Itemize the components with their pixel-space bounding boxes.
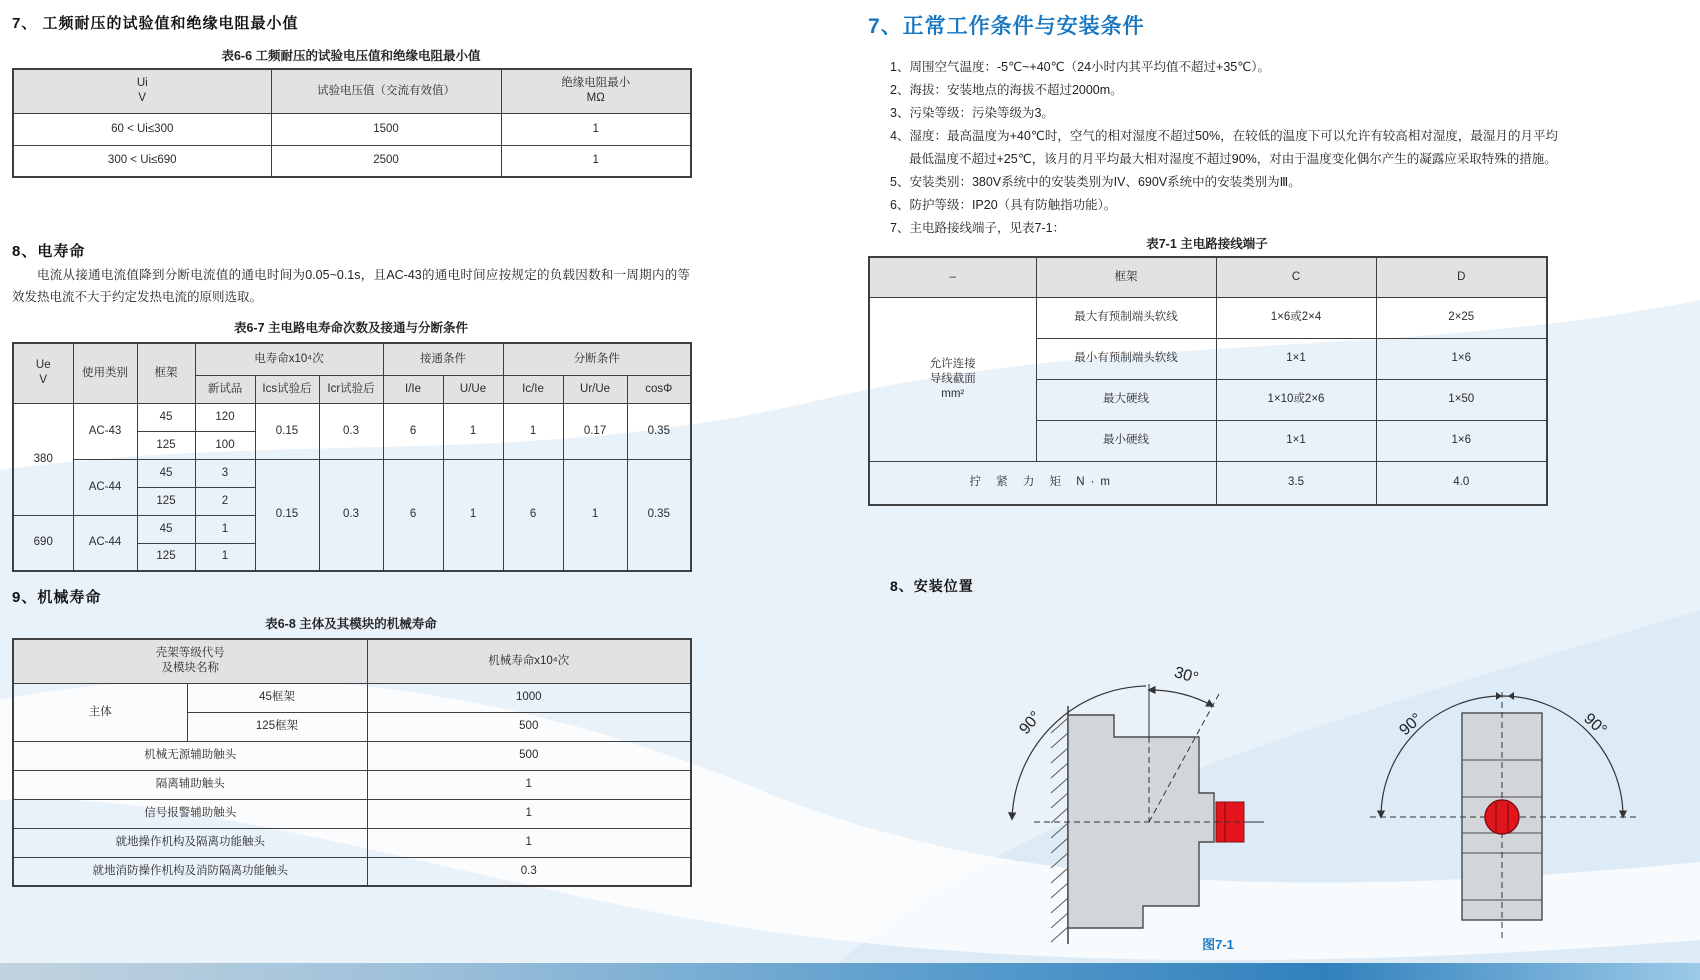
table-row	[13, 459, 691, 487]
cell: 1500	[271, 113, 501, 145]
cell: 0.35	[627, 403, 691, 459]
table-row	[13, 69, 691, 113]
list-item: 3、污染等级：污染等级为3。	[890, 106, 1054, 120]
cell: 500	[367, 712, 691, 741]
cell: AC-44	[73, 459, 137, 515]
cell: 就地操作机构及隔离功能触头	[13, 828, 367, 857]
cell: 6	[503, 459, 563, 571]
cell: 0.15	[255, 403, 319, 459]
cell: 380	[13, 403, 73, 515]
angle-90-side-label: 90°	[1016, 708, 1045, 738]
table-row	[13, 113, 691, 145]
cell: 2500	[271, 145, 501, 177]
col-header-insulation: 绝缘电阻最小	[561, 77, 631, 90]
col-header-new-sample: 新试品	[195, 375, 255, 403]
cell: 6	[383, 459, 443, 571]
list-item: 2、海拔：安装地点的海拔不超过2000m。	[890, 83, 1123, 97]
table-row	[13, 857, 691, 886]
table-row	[869, 461, 1547, 505]
cell: 2	[195, 487, 255, 515]
arc-top-tick-right	[1508, 692, 1514, 700]
table-row	[13, 770, 691, 799]
figure-label: 图7-1	[1202, 937, 1234, 952]
cell: 1	[367, 799, 691, 828]
col-header-frame: 框架	[1036, 257, 1216, 297]
cell: 1	[563, 459, 627, 571]
span-label-line2: 导线截面	[929, 372, 976, 385]
cell: 1	[503, 403, 563, 459]
figure-7-1-drawings	[930, 620, 1680, 960]
cell: 1	[367, 770, 691, 799]
col-header-icie: Ic/Ie	[503, 375, 563, 403]
col-header-test-voltage: 试验电压值（交流有效值）	[271, 69, 501, 113]
col-header-insulation-unit: MΩ	[586, 92, 605, 105]
col-header-cos: cosΦ	[627, 375, 691, 403]
section-heading-withstand-voltage: 7、 工频耐压的试验值和绝缘电阻最小值	[12, 15, 299, 32]
cell: 主体	[13, 683, 187, 741]
table-row	[869, 297, 1547, 338]
cell: 125	[137, 487, 195, 515]
col-header-uue: U/Ue	[443, 375, 503, 403]
col-header-ue-unit: V	[39, 374, 48, 387]
list-item: 7、主电路接线端子，见表7-1：	[890, 221, 1066, 235]
col-header-urue: Ur/Ue	[563, 375, 627, 403]
col-header-icr: Icr试验后	[319, 375, 383, 403]
cell: 0.17	[563, 403, 627, 459]
cell: 1×6	[1376, 338, 1547, 379]
col-header-module-name: 及模块名称	[161, 662, 219, 675]
arc-30	[1149, 690, 1213, 706]
table68-title: 表6-8 主体及其模块的机械寿命	[265, 617, 437, 631]
cell: 100	[195, 431, 255, 459]
cell: 2×25	[1376, 297, 1547, 338]
cell: 1×1	[1216, 420, 1376, 461]
angle-30-label: 30°	[1172, 664, 1201, 688]
col-header-dash: –	[869, 257, 1036, 297]
col-header-electrical-life: 电寿命x10⁴次	[195, 343, 383, 375]
side-view-drawing	[1012, 664, 1264, 944]
cell	[13, 343, 73, 403]
col-header-ui: Ui	[136, 77, 148, 90]
cell: 1	[367, 828, 691, 857]
cell: AC-44	[73, 515, 137, 571]
table-row	[13, 741, 691, 770]
table-6-7	[12, 342, 692, 572]
cell: 1	[195, 543, 255, 571]
col-header-ui-unit: V	[138, 92, 147, 105]
cell: 1	[501, 113, 691, 145]
cell: 3	[195, 459, 255, 487]
section-heading-mechanical-life: 9、机械寿命	[12, 589, 102, 606]
red-knob-front	[1485, 800, 1519, 834]
cell: 0.15	[255, 459, 319, 571]
table-row	[869, 257, 1547, 297]
table-7-1	[868, 256, 1548, 506]
cell: 690	[13, 515, 73, 571]
cell: 0.3	[367, 857, 691, 886]
cell: 60 < Ui≤300	[13, 113, 271, 145]
table-row	[13, 828, 691, 857]
span-label-line1: 允许连接	[929, 357, 976, 370]
col-header-ics: Ics试验后	[255, 375, 319, 403]
cell: 45	[137, 515, 195, 543]
angle-90-left-label: 90°	[1396, 710, 1426, 740]
cell: 500	[367, 741, 691, 770]
cell: 1	[443, 403, 503, 459]
table71-title: 表7-1 主电路接线端子	[1146, 237, 1268, 251]
col-header-making-conditions: 接通条件	[383, 343, 503, 375]
cell: 最小有预制端头软线	[1036, 338, 1216, 379]
cell: 120	[195, 403, 255, 431]
table67-title: 表6-7 主电路电寿命次数及接通与分断条件	[233, 321, 469, 335]
table-row	[13, 343, 691, 375]
cell: 1×6或2×4	[1216, 297, 1376, 338]
cell	[13, 69, 271, 113]
section-heading-electrical-life: 8、电寿命	[12, 243, 86, 260]
col-header-mech-life: 机械寿命x10⁴次	[367, 639, 691, 683]
list-item: 4、湿度：最高温度为+40℃时，空气的相对湿度不超过50%，在较低的温度下可以允许有较高相对湿度，最湿月的月平均最低温度不超过+25℃，该月的月平均最大相对湿度不超过90%，对由于温度变化偶尔产生的凝露应采取特殊的措施。	[890, 129, 1558, 166]
table-row	[13, 639, 691, 683]
cell: 125	[137, 431, 195, 459]
cell: 1	[195, 515, 255, 543]
cell: 最小硬线	[1036, 420, 1216, 461]
cell: 0.35	[627, 459, 691, 571]
list-item: 1、周围空气温度：-5℃~+40℃（24小时内其平均值不超过+35℃）。	[890, 60, 1271, 74]
table-row	[13, 799, 691, 828]
electrical-life-paragraph: 电流从接通电流值降到分断电流值的通电时间为0.05~0.1s，且AC-43的通电时间应按规定的负载因数和一周期内的等效发热电流不大于约定发热电流的原则选取。	[12, 268, 690, 304]
cell: 隔离辅助触头	[13, 770, 367, 799]
col-header-breaking-conditions: 分断条件	[503, 343, 691, 375]
table-row	[13, 145, 691, 177]
conditions-list	[890, 56, 1558, 240]
cell: 1000	[367, 683, 691, 712]
table66-title: 表6-6 工频耐压的试验电压值和绝缘电阻最小值	[221, 49, 481, 63]
cell: 6	[383, 403, 443, 459]
cell: 最大有预制端头软线	[1036, 297, 1216, 338]
table-row	[13, 683, 691, 712]
cell: 45	[137, 459, 195, 487]
col-header-ue: Ue	[35, 359, 51, 372]
list-item: 5、安装类别：380V系统中的安装类别为IV、690V系统中的安装类别为Ⅲ。	[890, 175, 1301, 189]
cell: 1	[443, 459, 503, 571]
cell	[13, 639, 367, 683]
cell: 1	[501, 145, 691, 177]
cell: 0.3	[319, 459, 383, 571]
cell	[501, 69, 691, 113]
cell: AC-43	[73, 403, 137, 459]
cell: 125	[137, 543, 195, 571]
cell: 最大硬线	[1036, 379, 1216, 420]
cell: 1×1	[1216, 338, 1376, 379]
list-item: 6、防护等级：IP20（具有防触指功能）。	[890, 198, 1117, 212]
cell: 就地消防操作机构及消防隔离功能触头	[13, 857, 367, 886]
table-6-8	[12, 638, 692, 887]
col-header-frame: 框架	[137, 343, 195, 403]
cell: 45	[137, 403, 195, 431]
cell: 1×10或2×6	[1216, 379, 1376, 420]
table-row	[13, 403, 691, 431]
span-label-line3: mm²	[941, 387, 965, 400]
angle-90-right-label: 90°	[1580, 710, 1610, 740]
cell: 机械无源辅助触头	[13, 741, 367, 770]
table-6-6	[12, 68, 692, 178]
col-header-d: D	[1376, 257, 1547, 297]
wall-hatching	[1051, 718, 1068, 942]
arc-top-tick-left	[1496, 692, 1502, 700]
torque-label: 拧 紧 力 矩 N·m	[869, 461, 1216, 505]
cell: 125框架	[187, 712, 367, 741]
cell: 45框架	[187, 683, 367, 712]
cell: 1×6	[1376, 420, 1547, 461]
section-heading-installation-position: 8、安装位置	[890, 578, 974, 594]
cell: 3.5	[1216, 461, 1376, 505]
footer-bar	[0, 963, 1700, 980]
col-header-c: C	[1216, 257, 1376, 297]
front-view-drawing	[1370, 692, 1636, 940]
cell: 4.0	[1376, 461, 1547, 505]
col-header-iie: I/Ie	[383, 375, 443, 403]
cell: 1×50	[1376, 379, 1547, 420]
cell: 300 < Ui≤690	[13, 145, 271, 177]
cell: 0.3	[319, 403, 383, 459]
cell	[869, 297, 1036, 461]
col-header-category: 使用类别	[73, 343, 137, 403]
section-heading-working-conditions: 7、正常工作条件与安装条件	[868, 15, 1145, 38]
cell: 信号报警辅助触头	[13, 799, 367, 828]
col-header-frame-code: 壳架等级代号	[155, 647, 225, 660]
